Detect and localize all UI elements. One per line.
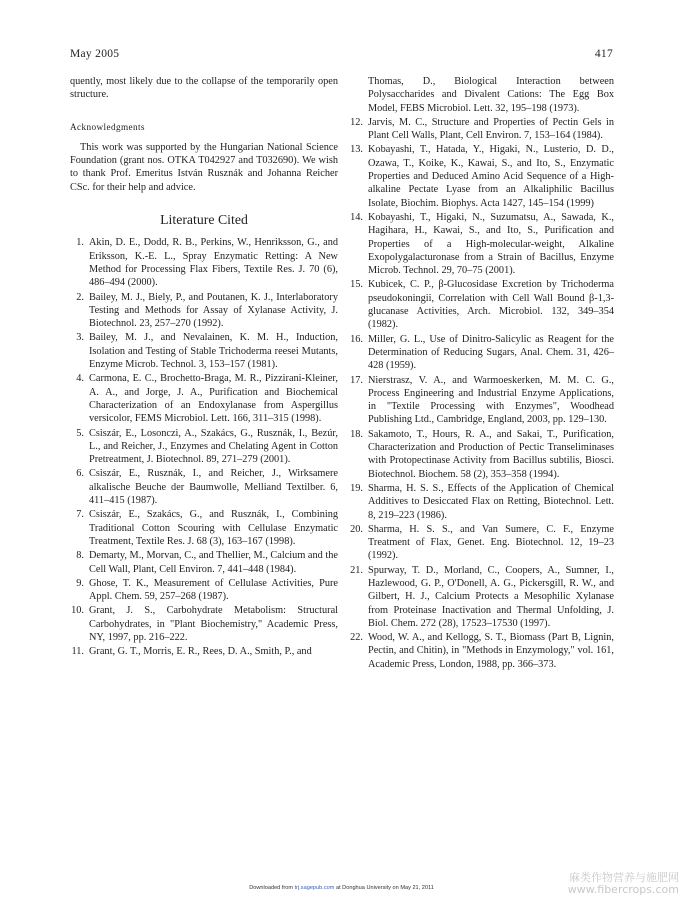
reference-number: 18. [350, 428, 363, 440]
reference-text: Kobayashi, T., Hatada, Y., Higaki, N., Lusterio, D. D., Ozawa, T., Koike, K., Kawai, S., and Ito, S., Enzymatic Properties and Deduced Amino Acid Sequence of a High-alkaline Pectate Lyase from an Alkaliphilic Bacillus Isolate, Biochim. Biophys. Acta 1427, 145–154 (1999) [368, 144, 614, 209]
reference-number: 13. [350, 144, 363, 156]
reference-item [70, 236, 338, 289]
running-header-date: May 2005 [70, 48, 120, 60]
reference-text: Jarvis, M. C., Structure and Properties of Pectin Gels in Plant Cell Walls, Plant, Cell Environ. 7, 153–164 (1984). [368, 116, 614, 142]
reference-item [70, 331, 338, 371]
reference-text: Akin, D. E., Dodd, R. B., Perkins, W., Henriksson, G., and Eriksson, K.-E. L., Spray Enzymatic Retting: A New Method for Processing Flax Fibers, Textile Res. J. 70 (6), 486–494 (2000). [89, 237, 338, 289]
acknowledgments-heading: Acknowledgments [70, 121, 145, 132]
reference-number: 21. [350, 564, 363, 576]
reference-item [346, 333, 614, 373]
reference-number: 20. [350, 523, 363, 535]
intro-paragraph: quently, most likely due to the collapse of the temporarily open structure. [70, 76, 338, 101]
watermark [568, 872, 679, 896]
watermark-line-1: 麻类作物营养与施肥网 [569, 871, 679, 884]
reference-text: Grant, G. T., Morris, E. R., Rees, D. A., Smith, P., and [89, 646, 312, 658]
left-column [70, 75, 338, 660]
reference-item [346, 564, 614, 630]
reference-number: 2. [76, 291, 84, 303]
reference-text: Wood, W. A., and Kellogg, S. T., Biomass (Part B, Lignin, Pectin, and Chitin), in "Methods in Enzymology," vol. 161, Academic Press, London, 1988, pp. 366–373. [368, 632, 614, 670]
reference-text: Nierstrasz, V. A., and Warmoeskerken, M. M. C. G., Process Engineering and Industrial Enzyme Applications, in "Textile Processing with Enzymes", Woodhead Publishing Ltd., Cambridge, England, 2003, pp. 129–130. [368, 374, 614, 426]
reference-list [70, 236, 338, 658]
reference-item [70, 577, 338, 604]
reference-text: Ghose, T. K., Measurement of Cellulase Activities, Pure Appl. Chem. 59, 257–268 (1987). [89, 577, 338, 603]
reference-number: 14. [350, 211, 363, 223]
footer-link[interactable]: trj.sagepub.com [294, 885, 335, 891]
reference-list [346, 116, 614, 671]
reference-number: 17. [350, 374, 363, 386]
literature-heading: Literature Cited [160, 212, 248, 228]
reference-item [70, 372, 338, 425]
page-number: 417 [594, 48, 613, 60]
reference-item [346, 428, 614, 481]
reference-item [346, 211, 614, 277]
right-column [346, 75, 614, 672]
reference-number: 3. [76, 332, 84, 344]
reference-number: 9. [76, 577, 84, 589]
reference-text: Sakamoto, T., Hours, R. A., and Sakai, T., Purification, Characterization and Production of Pectic Transeliminases with Protopectinase Activity from Bacillus subtilis, Biosci. Biotechnol. Biochem. 58 (2), 353–358 (1994). [368, 428, 614, 480]
reference-item [70, 508, 338, 548]
footer-suffix: at Donghua University on May 21, 2011 [334, 885, 434, 891]
reference-number: 8. [76, 550, 84, 562]
reference-item [346, 482, 614, 522]
reference-item [70, 645, 338, 658]
reference-text: Kobayashi, T., Higaki, N., Suzumatsu, A., Sawada, K., Hagihara, H., Kawai, S., and Ito, S., Purification and Properties of a High-molecular-weight, Alkaline Exopolygalacturonase from a Strain of Bacillus, Enzyme Microb. Technol. 29, 70–75 (2001). [368, 211, 614, 277]
reference-item [346, 523, 614, 563]
reference-item [346, 143, 614, 209]
reference-text: Csiszár, E., Losonczi, A., Szakács, G., Rusznák, I., Bezúr, L., and Reicher, J., Enzymes and Chelating Agent in Cotton Pretreatment, J. Biotechnol. 89, 271–279 (2001). [89, 427, 338, 466]
reference-item [346, 374, 614, 427]
reference-text: Miller, G. L., Use of Dinitro-Salicylic as Reagent for the Determination of Reducing Sugars, Anal. Chem. 31, 426–428 (1959). [368, 333, 614, 372]
reference-text: Bailey, M. J., Biely, P., and Poutanen, K. J., Interlaboratory Testing and Methods for Assay of Xylanase Activity, J. Biotechnol. 23, 257–270 (1992). [89, 291, 338, 330]
reference-item [346, 631, 614, 671]
reference-text: Sharma, H. S. S., and Van Sumere, C. F., Enzyme Treatment of Flax, Genet. Eng. Biotechnol. 12, 19–23 (1992). [368, 523, 614, 562]
reference-text: Csiszár, E., Szakács, G., and Rusznák, I., Combining Traditional Cotton Scouring with Cellulase Enzymatic Treatment, Textile Res. J. 68 (3), 163–167 (1998). [89, 509, 338, 547]
reference-continuation: Thomas, D., Biological Interaction between Polysaccharides and Divalent Cations: The Egg Box Model, FEBS Microbiol. Lett. 32, 195–198 (1973). [368, 76, 614, 114]
watermark-line-2: www.fibercrops.com [567, 883, 679, 896]
reference-text: Bailey, M. J., and Nevalainen, K. M. H., Induction, Isolation and Testing of Stable Trichoderma reesei Mutants, Enzyme Microb. Technol. 3, 153–157 (1981). [89, 332, 338, 371]
footer-prefix: Downloaded from [249, 885, 295, 891]
reference-number: 22. [350, 632, 363, 644]
reference-text: Csiszár, E., Rusznák, I., and Reicher, J., Wirksamere alkalische Beuche der Baumwolle, Melliand Textilber. 6, 411–415 (1987). [89, 468, 338, 507]
reference-number: 15. [350, 279, 363, 291]
reference-number: 4. [76, 373, 84, 385]
reference-item [70, 604, 338, 644]
reference-number: 16. [350, 333, 363, 345]
reference-item [346, 116, 614, 143]
reference-item [70, 427, 338, 467]
reference-number: 7. [76, 509, 84, 521]
acknowledgments-text: This work was supported by the Hungarian National Science Foundation (grant nos. OTKA T042927 and T032690). We wish to thank Prof. Emeritus István Rusznák and Johanna Reicher CSc. for their help and advice. [70, 141, 338, 193]
reference-number: 12. [350, 116, 363, 128]
reference-text: Spurway, T. D., Morland, C., Coopers, A., Sumner, I., Hazlewood, G. P., O'Donell, A. G., Pickersgill, R. W., and Gilbert, H. J., Calcium Protects a Mesophilic Xylanase from Proteinase Inactivation and Thermal Unfolding, J. Biol. Chem. 272 (28), 17523–17530 (1997). [368, 564, 614, 629]
reference-number: 10. [71, 605, 84, 617]
reference-text: Sharma, H. S. S., Effects of the Application of Chemical Additives to Desiccated Flax on Retting, Biotechnol. Lett. 8, 219–223 (1986). [368, 482, 614, 521]
reference-number: 5. [76, 427, 84, 439]
reference-number: 1. [76, 237, 84, 249]
reference-text: Kubicek, C. P., β-Glucosidase Excretion by Trichoderma pseudokoningii, Correlation with Cell Wall Bound β-1,3-glucanase Activities, Arch. Microbiol. 132, 349–354 (1982). [368, 279, 614, 331]
reference-text: Demarty, M., Morvan, C., and Thellier, M., Calcium and the Cell Wall, Plant, Cell Environ. 7, 441–448 (1984). [89, 550, 338, 575]
reference-item [70, 467, 338, 507]
reference-item [70, 549, 338, 576]
reference-text: Carmona, E. C., Brochetto-Braga, M. R., Pizzirani-Kleiner, A. A., and Jorge, J. A., Purification and Biochemical Characterization of an Endoxylanase from Aspergillus versicolor, FEMS Microbiol. Lett. 166, 311–315 (1998). [89, 373, 338, 425]
reference-item [346, 278, 614, 331]
reference-item [70, 291, 338, 331]
reference-number: 19. [350, 482, 363, 494]
reference-number: 11. [71, 646, 84, 658]
reference-text: Grant, J. S., Carbohydrate Metabolism: Structural Carbohydrates, in "Plant Biochemistry," Academic Press, NY, 1997, pp. 216–222. [89, 605, 338, 643]
reference-number: 6. [76, 468, 84, 480]
